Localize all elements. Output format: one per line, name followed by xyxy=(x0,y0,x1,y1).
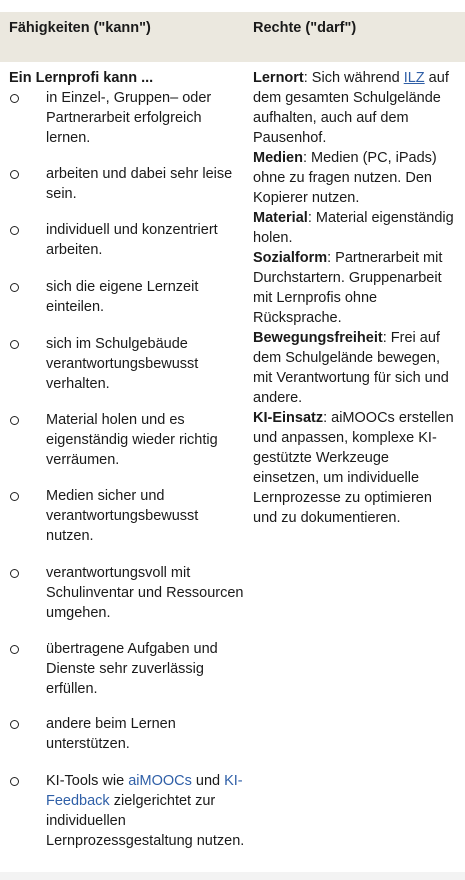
right-label: Sozialform xyxy=(253,250,328,266)
list-item xyxy=(9,639,245,695)
ability-text: sich im Schulgebäude verantwortungsbewusst verhalten. xyxy=(46,336,199,392)
abilities-column xyxy=(9,68,245,851)
table-header xyxy=(0,12,465,62)
right-medien xyxy=(253,148,458,208)
circle-bullet-icon xyxy=(10,720,19,729)
right-bewegung xyxy=(253,328,458,408)
ability-text: übertragene Aufgaben und Dienste sehr zuverlässig erfüllen. xyxy=(46,641,218,697)
right-text: : Frei auf dem Schulgelände bewegen, mit Verantwortung für sich und andere. xyxy=(253,330,449,406)
right-sozialform xyxy=(253,248,458,328)
right-text: auf dem gesamten Schulgelände aufhalten, auch auf dem Pausenhof. xyxy=(253,70,449,146)
right-label: KI-Einsatz xyxy=(253,410,324,426)
ability-text: Material holen und es eigenständig wieder richtig verräumen. xyxy=(46,412,218,468)
ability-text: Medien sicher und verantwortungsbewusst nutzen. xyxy=(46,488,199,544)
list-item xyxy=(9,714,245,754)
list-item xyxy=(9,164,245,204)
list-item xyxy=(9,563,245,619)
right-material xyxy=(253,208,458,248)
ability-text-part: KI-Tools wie xyxy=(46,773,129,789)
ability-text-part: zielgerichtet zur individuellen Lernprozessgestaltung nutzen. xyxy=(46,793,245,849)
ability-text: sich die eigene Lernzeit einteilen. xyxy=(46,279,199,315)
list-item xyxy=(9,334,245,390)
circle-bullet-icon xyxy=(10,340,19,349)
circle-bullet-icon xyxy=(10,569,19,578)
ability-text xyxy=(46,773,244,849)
right-ki-einsatz xyxy=(253,408,458,528)
right-label: Material xyxy=(253,210,308,226)
list-item xyxy=(9,277,245,317)
ability-text: arbeiten und dabei sehr leise sein. xyxy=(46,166,233,202)
right-label: Bewegungsfreiheit xyxy=(253,330,383,346)
right-text: : Medien (PC, iPads) ohne zu fragen nutzen. Den Kopierer nutzen. xyxy=(253,150,437,206)
right-label: Lernort xyxy=(253,70,304,86)
link-ilz[interactable]: ILZ xyxy=(403,70,425,86)
circle-bullet-icon xyxy=(10,94,19,103)
list-item xyxy=(9,771,245,851)
circle-bullet-icon xyxy=(10,416,19,425)
list-item xyxy=(9,88,245,144)
list-item xyxy=(9,410,245,466)
header-abilities: Fähigkeiten ("kann") xyxy=(9,20,151,36)
ability-text: individuell und konzentriert arbeiten. xyxy=(46,222,218,258)
circle-bullet-icon xyxy=(10,492,19,501)
circle-bullet-icon xyxy=(10,226,19,235)
header-rights: Rechte ("darf") xyxy=(253,20,357,36)
ability-text: in Einzel-, Gruppen– oder Partnerarbeit erfolgreich lernen. xyxy=(46,90,212,146)
right-text: : Sich während xyxy=(303,70,404,86)
list-item xyxy=(9,486,245,542)
right-text: : aiMOOCs erstellen und anpassen, komplexe KI-gestützte Werkzeuge einsetzen, um individuelle Lernprozesse zu optimieren und zu dokumentieren. xyxy=(253,410,454,526)
right-lernort xyxy=(253,68,458,148)
abilities-intro: Ein Lernprofi kann ... xyxy=(9,70,154,86)
ability-text-part: und xyxy=(191,773,225,789)
circle-bullet-icon xyxy=(10,645,19,654)
rights-column xyxy=(253,68,458,528)
circle-bullet-icon xyxy=(10,283,19,292)
list-item xyxy=(9,220,245,260)
right-text: : Partnerarbeit mit Durchstartern. Gruppenarbeit mit Lernprofis ohne Rücksprache. xyxy=(253,250,443,326)
ability-text: verantwortungsvoll mit Schulinventar und Ressourcen umgehen. xyxy=(46,565,244,621)
bottom-divider xyxy=(0,872,465,880)
link-ki-feedback[interactable]: KI-Feedback xyxy=(46,773,243,809)
circle-bullet-icon xyxy=(10,777,19,786)
ability-text: andere beim Lernen unterstützen. xyxy=(46,716,176,752)
circle-bullet-icon xyxy=(10,170,19,179)
right-label: Medien xyxy=(253,150,303,166)
right-text: : Material eigenständig holen. xyxy=(253,210,454,246)
link-aimoocs[interactable]: aiMOOCs xyxy=(128,773,192,789)
